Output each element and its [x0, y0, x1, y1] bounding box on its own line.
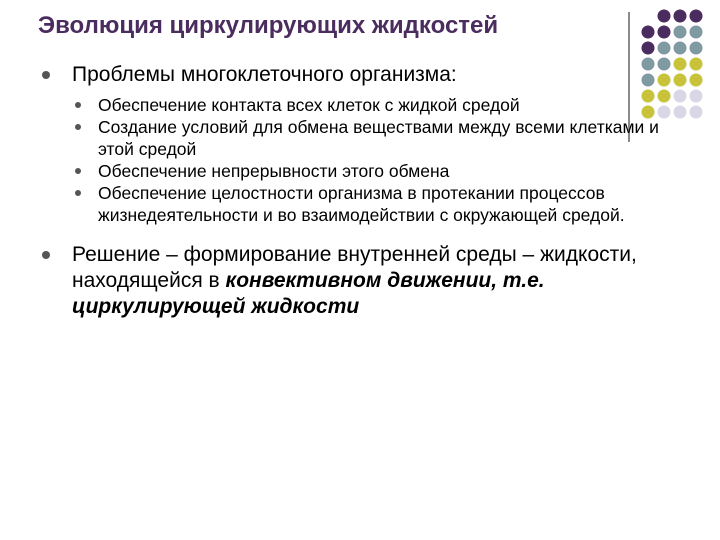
slide-title: Эволюция циркулирующих жидкостей	[38, 12, 499, 39]
bullet-icon	[75, 124, 81, 130]
sub-bullet-text: Обеспечение непрерывности этого обмена	[98, 161, 450, 181]
decorative-dot	[674, 10, 687, 23]
decorative-dot	[690, 42, 703, 55]
decorative-dot	[658, 26, 671, 39]
bullet-icon	[75, 102, 81, 108]
sub-bullet-text: Создание условий для обмена веществами между всеми клетками и этой средой	[98, 117, 659, 159]
decorative-dot	[674, 42, 687, 55]
sub-bullet-list	[40, 94, 680, 226]
decorative-dot	[690, 58, 703, 71]
sub-bullet-item	[40, 94, 680, 116]
decorative-dot	[690, 106, 703, 119]
bullet-icon	[42, 251, 50, 259]
bullet-problems	[40, 62, 680, 88]
decorative-dot	[690, 26, 703, 39]
sub-bullet-item	[40, 182, 680, 226]
decorative-dot	[690, 90, 703, 103]
decorative-dot	[690, 10, 703, 23]
bullet-icon	[75, 190, 81, 196]
bullet-solution-text: Решение – формирование внутренней среды – жидкости, находящейся в	[72, 243, 637, 292]
slide-content	[40, 62, 680, 320]
decorative-dot	[658, 10, 671, 23]
sub-bullet-text: Обеспечение целостности организма в протекании процессов жизнедеятельности и во взаимодействии с окружающей средой.	[98, 183, 625, 225]
sub-bullet-text: Обеспечение контакта всех клеток с жидкой средой	[98, 95, 520, 115]
bullet-icon	[75, 168, 81, 174]
sub-bullet-item	[40, 116, 680, 160]
sub-bullet-item	[40, 160, 680, 182]
decorative-dot	[642, 42, 655, 55]
bullet-icon	[42, 71, 50, 79]
decorative-dot	[690, 74, 703, 87]
bullet-solution-emphasis: конвективном движении, т.е. циркулирующей жидкости	[72, 269, 545, 318]
decorative-dot	[658, 42, 671, 55]
decorative-dot	[642, 26, 655, 39]
bullet-solution	[40, 242, 680, 320]
bullet-problems-text: Проблемы многоклеточного организма:	[72, 63, 457, 86]
decorative-dot	[674, 26, 687, 39]
